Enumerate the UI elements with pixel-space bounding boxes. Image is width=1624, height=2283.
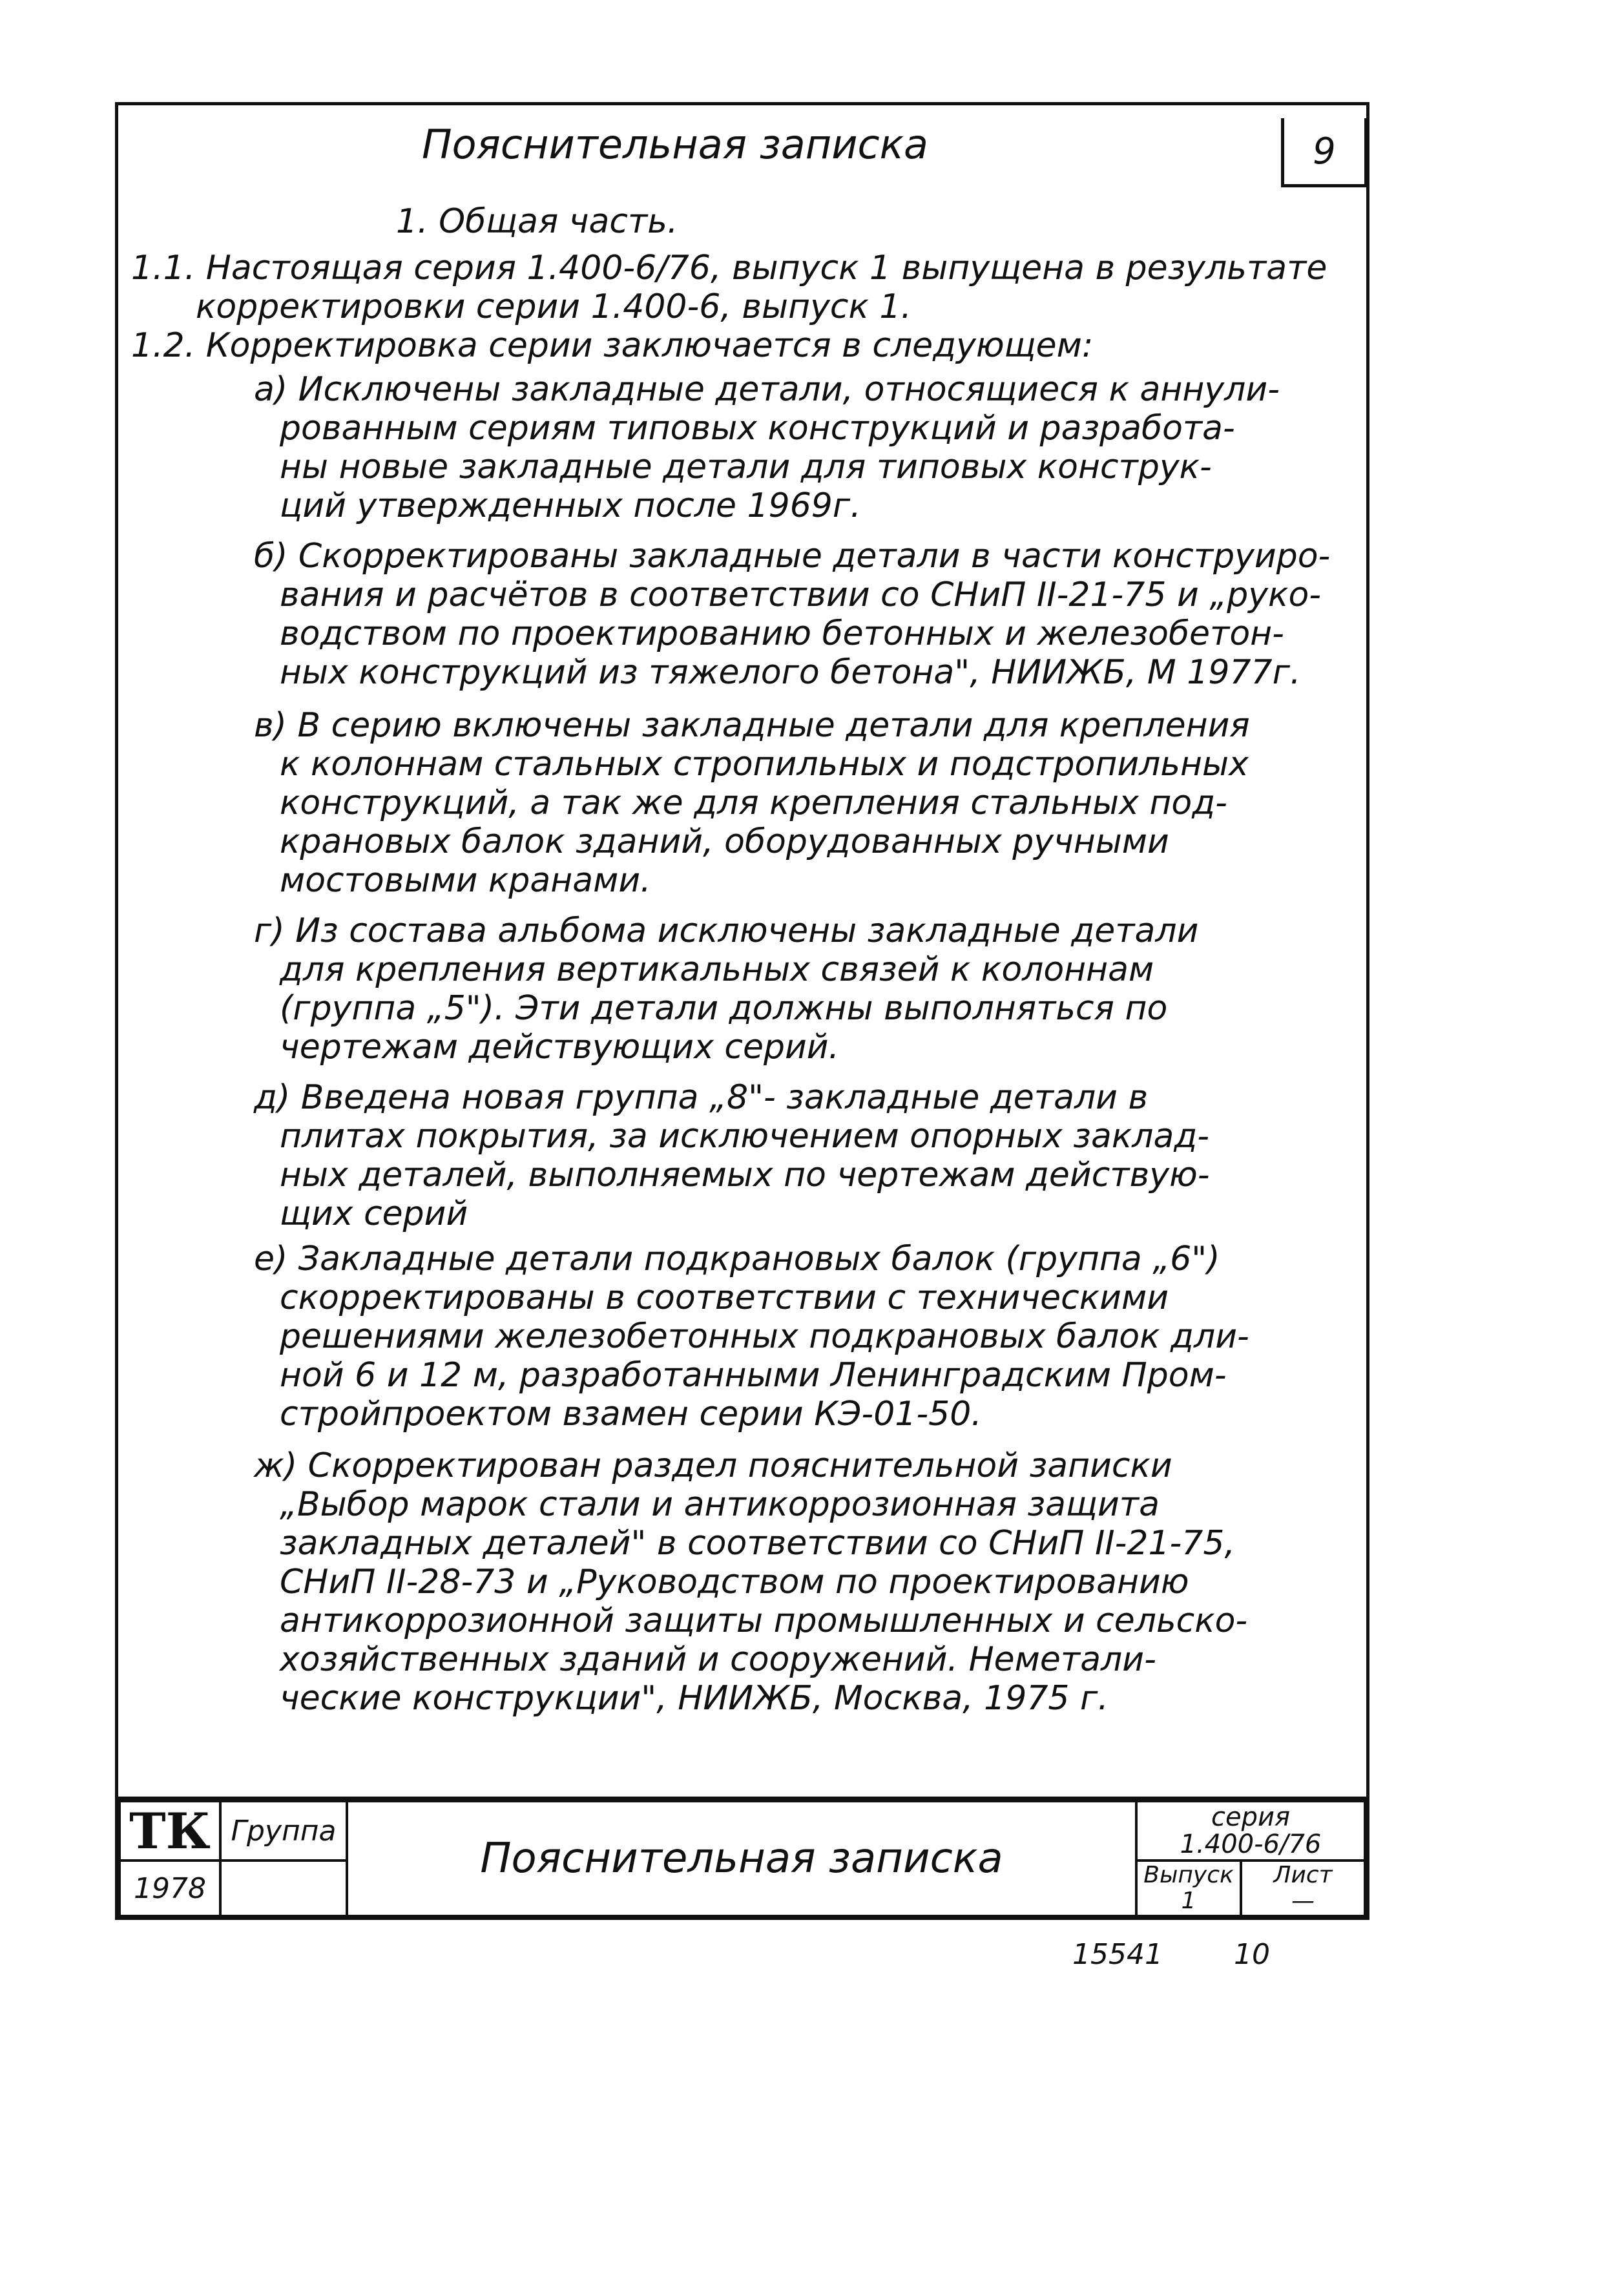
issue-cell [1135,1859,1242,1917]
item-d-line: ных деталей, выполняемых по чертежам действую- [280,1156,1210,1194]
item-zh-line: ж) Скорректирован раздел пояснительной записки [254,1446,1172,1485]
item-v-line: к колоннам стальных стропильных и подстропильных [280,745,1249,784]
item-v-line: в) В серию включены закладные детали для крепления [254,706,1250,745]
document-sheet [115,102,1369,1920]
item-v-line: конструкций, а так же для крепления стальных под- [280,784,1227,822]
item-g-line: для крепления вертикальных связей к колоннам [280,950,1154,989]
item-b-line: б) Скорректированы закладные детали в части конструиро- [254,537,1331,576]
item-a-line: ны новые закладные детали для типовых конструк- [280,448,1212,486]
year: 1978 [118,1859,222,1917]
sheet-value: — [1291,1888,1315,1914]
paragraph-1-1-line: 1.1. Настоящая серия 1.400-6/76, выпуск 1 выпущена в результате [131,249,1327,287]
item-g-line: чертежам действующих серий. [280,1028,840,1067]
footer-page: 10 [1234,1938,1270,1971]
section-heading: 1. Общая часть. [396,202,678,241]
item-b-line: ных конструкций из тяжелого бетона", НИИЖБ, М 1977г. [280,653,1301,692]
page-title: Пояснительная записка [422,121,929,168]
group-value [219,1859,348,1917]
issue-value: 1 [1181,1888,1196,1914]
item-zh-line: закладных деталей" в соответствии со СНиП II-21-75, [280,1524,1236,1563]
item-d-line: щих серий [280,1194,468,1233]
paragraph-1-1-line: корректировки серии 1.400-6, выпуск 1. [196,287,912,326]
paragraph-1-2: 1.2. Корректировка серии заключается в следующем: [131,326,1094,365]
item-a-line: ций утвержденных после 1969г. [280,486,861,525]
title-block [118,1797,1366,1920]
order-number: 15541 [1072,1938,1163,1971]
series-cell [1135,1800,1366,1862]
item-e-line: е) Закладные детали подкрановых балок (группа „6") [254,1240,1220,1278]
issue-label: Выпуск [1143,1862,1234,1889]
series-value: 1.400-6/76 [1180,1830,1322,1859]
item-d-line: плитах покрытия, за исключением опорных заклад- [280,1117,1210,1156]
item-e-line: решениями железобетонных подкрановых балок дли- [280,1317,1249,1356]
item-e-line: стройпроектом взамен серии КЭ-01-50. [280,1395,982,1433]
item-zh-line: ческие конструкции", НИИЖБ, Москва, 1975 г. [280,1679,1109,1718]
sheet-cell [1240,1859,1366,1917]
item-a-line: рованным сериям типовых конструкций и разработа- [280,409,1235,448]
series-label: серия [1211,1802,1291,1832]
item-zh-line: антикоррозионной защиты промышленных и сельско- [280,1601,1248,1640]
document-title: Пояснительная записка [346,1800,1138,1917]
item-e-line: ной 6 и 12 м, разработанными Ленинградским Пром- [280,1356,1227,1395]
item-d-line: д) Введена новая группа „8"- закладные детали в [254,1078,1149,1117]
org-code: ТК [118,1800,222,1862]
group-label: Группа [219,1800,348,1862]
sheet-label: Лист [1273,1862,1333,1889]
item-e-line: скорректированы в соответствии с техническими [280,1278,1169,1317]
item-zh-line: „Выбор марок стали и антикоррозионная защита [280,1485,1160,1524]
item-b-line: водством по проектированию бетонных и железобетон- [280,614,1284,653]
item-g-line: (группа „5"). Эти детали должны выполняться по [280,989,1168,1028]
item-v-line: крановых балок зданий, оборудованных ручными [280,822,1169,861]
item-g-line: г) Из состава альбома исключены закладные детали [254,912,1199,950]
item-zh-line: хозяйственных зданий и сооружений. Неметали- [280,1640,1156,1679]
page-number: 9 [1281,118,1368,187]
item-v-line: мостовыми кранами. [280,861,651,900]
item-a-line: а) Исключены закладные детали, относящиеся к аннули- [254,370,1280,409]
item-zh-line: СНиП II-28-73 и „Руководством по проектированию [280,1563,1189,1601]
item-b-line: вания и расчётов в соответствии со СНиП II-21-75 и „руко- [280,576,1322,614]
